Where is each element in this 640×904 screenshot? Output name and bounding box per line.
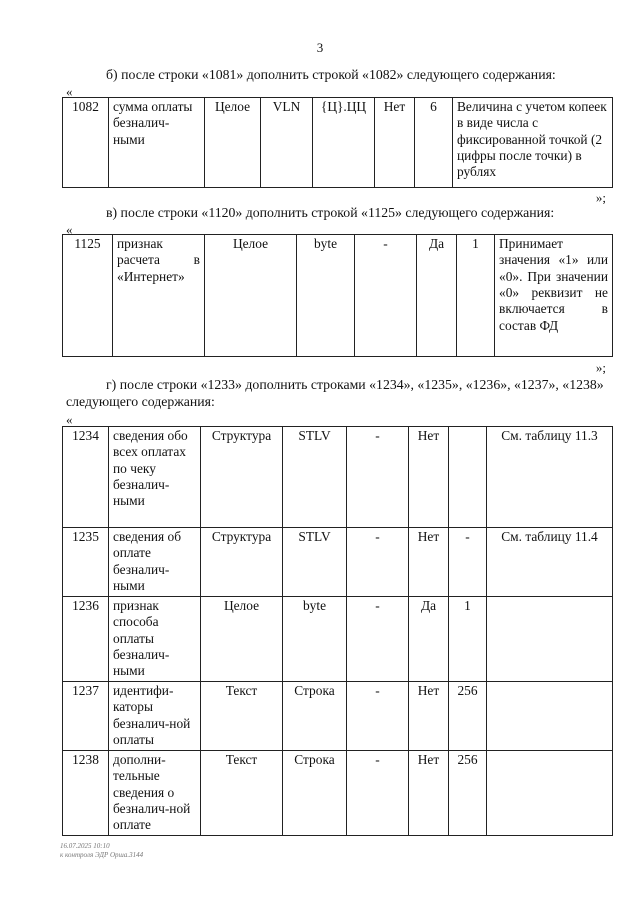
table-rows-1234-1238: [62, 426, 613, 836]
cell-code: 1235: [63, 528, 109, 597]
cell-name: дополни-тельные сведения о безналич-ной оплате: [109, 751, 201, 836]
cell-required: Нет: [409, 528, 449, 597]
cell-length: 256: [449, 751, 487, 836]
cell-required: Нет: [375, 98, 415, 188]
table-row: [63, 597, 613, 682]
table-row: [63, 751, 613, 836]
cell-type: Текст: [201, 682, 283, 751]
cell-type: Целое: [205, 98, 261, 188]
paragraph-v: в) после строки «1120» дополнить строкой «1125» следующего содержания:: [106, 205, 555, 220]
close-quote-2: »;: [595, 360, 606, 375]
cell-mask: -: [347, 427, 409, 528]
cell-code: 1125: [63, 235, 113, 357]
cell-format: VLN: [261, 98, 313, 188]
cell-mask: -: [355, 235, 417, 357]
cell-description: Принимает значения «1» или «0». При значении «0» реквизит не включается в состав ФД: [495, 235, 613, 357]
cell-length: 6: [415, 98, 453, 188]
table-row-1082: [62, 97, 613, 188]
footer-stamp: 16.07.2025 10:10 к контроля ЭДР Орша.3144: [60, 842, 144, 860]
cell-code: 1082: [63, 98, 109, 188]
cell-length: 1: [457, 235, 495, 357]
cell-description: [487, 682, 613, 751]
table-row: [63, 235, 613, 357]
open-quote-2: «: [66, 222, 73, 237]
cell-mask: -: [347, 597, 409, 682]
cell-description: [487, 597, 613, 682]
cell-format: byte: [297, 235, 355, 357]
cell-type: Структура: [201, 427, 283, 528]
cell-type: Текст: [201, 751, 283, 836]
cell-length: 256: [449, 682, 487, 751]
cell-required: Да: [417, 235, 457, 357]
open-quote-3: «: [66, 412, 73, 427]
table-row-1125: [62, 234, 613, 357]
cell-format: Строка: [283, 682, 347, 751]
cell-description: См. таблицу 11.4: [487, 528, 613, 597]
cell-description: Величина с учетом копеек в виде числа с фиксированной точкой (2 цифры после точки) в рублях: [453, 98, 613, 188]
cell-length: [449, 427, 487, 528]
page-number: 3: [316, 40, 324, 55]
cell-mask: -: [347, 682, 409, 751]
paragraph-b: б) после строки «1081» дополнить строкой «1082» следующего содержания:: [106, 67, 556, 82]
close-quote-1: »;: [595, 190, 606, 205]
cell-name: признак способа оплаты безналич-ными: [109, 597, 201, 682]
table-row: [63, 528, 613, 597]
cell-required: Нет: [409, 682, 449, 751]
cell-format: Строка: [283, 751, 347, 836]
cell-format: byte: [283, 597, 347, 682]
cell-code: 1236: [63, 597, 109, 682]
paragraph-g: г) после строки «1233» дополнить строками «1234», «1235», «1236», «1237», «1238» следующего содержания:: [66, 377, 604, 409]
cell-name: сумма оплаты безналич-ными: [109, 98, 205, 188]
cell-name: сведения об оплате безналич-ными: [109, 528, 201, 597]
cell-length: -: [449, 528, 487, 597]
cell-mask: {Ц}.ЦЦ: [313, 98, 375, 188]
cell-code: 1234: [63, 427, 109, 528]
cell-required: Нет: [409, 751, 449, 836]
cell-required: Да: [409, 597, 449, 682]
cell-length: 1: [449, 597, 487, 682]
cell-mask: -: [347, 751, 409, 836]
table-row: [63, 98, 613, 188]
open-quote-1: «: [66, 84, 73, 99]
cell-description: [487, 751, 613, 836]
cell-code: 1238: [63, 751, 109, 836]
cell-name: признак расчета в «Интернет»: [113, 235, 205, 357]
cell-type: Целое: [201, 597, 283, 682]
table-row: [63, 427, 613, 528]
cell-format: STLV: [283, 528, 347, 597]
cell-name: сведения обо всех оплатах по чеку безналич-ными: [109, 427, 201, 528]
cell-required: Нет: [409, 427, 449, 528]
cell-name: идентифи-каторы безналич-ной оплаты: [109, 682, 201, 751]
cell-format: STLV: [283, 427, 347, 528]
cell-type: Целое: [205, 235, 297, 357]
cell-type: Структура: [201, 528, 283, 597]
table-row: [63, 682, 613, 751]
cell-code: 1237: [63, 682, 109, 751]
cell-mask: -: [347, 528, 409, 597]
cell-description: См. таблицу 11.3: [487, 427, 613, 528]
